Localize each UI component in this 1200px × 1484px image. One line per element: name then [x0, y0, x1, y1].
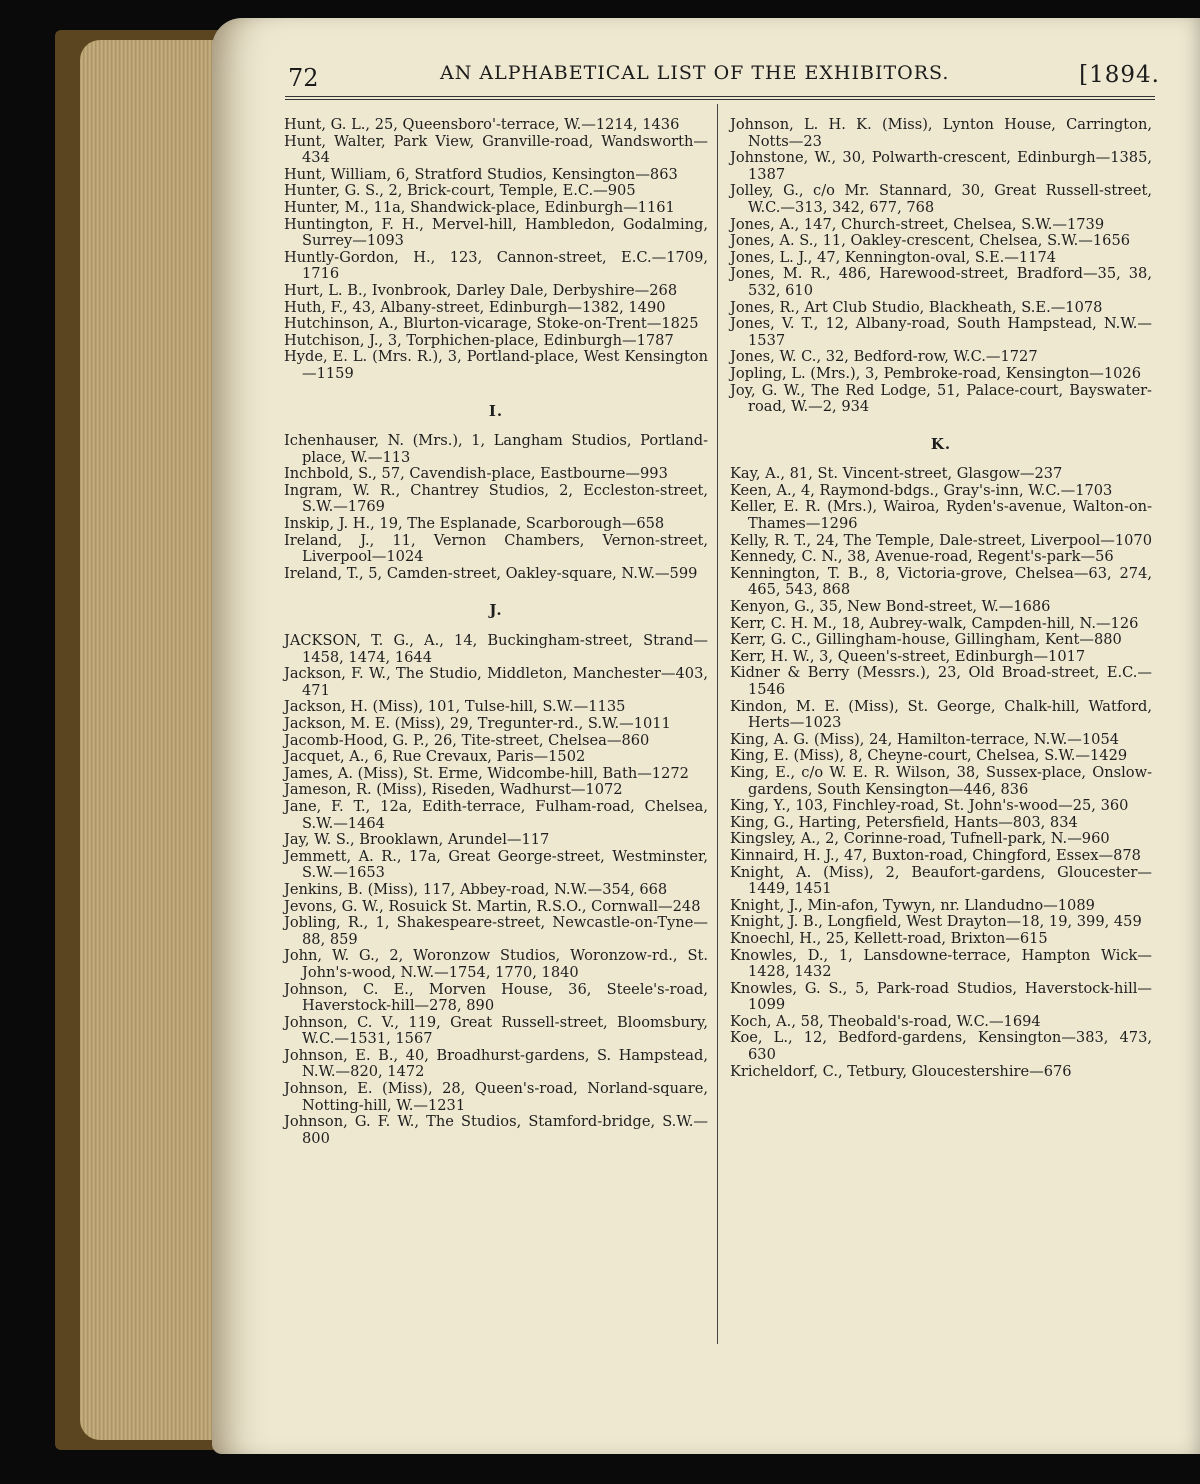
- exhibitor-entry: Inskip, J. H., 19, The Esplanade, Scarborough—658: [284, 515, 665, 533]
- exhibitor-entry: Jones, A., 147, Church-street, Chelsea, S.W.—1739: [730, 215, 1105, 233]
- page-edges: [80, 40, 230, 1440]
- exhibitor-entry: Knight, J., Min-afon, Tywyn, nr. Llandudno—1089: [730, 896, 1095, 914]
- exhibitor-entry: Jay, W. S., Brooklawn, Arundel—117: [284, 831, 550, 849]
- exhibitor-entry: Kricheldorf, C., Tetbury, Gloucestershire—676: [730, 1062, 1072, 1080]
- exhibitor-entry: Knight, J. B., Longfield, West Drayton—18, 19, 399, 459: [730, 913, 1142, 931]
- exhibitor-entry: Jones, L. J., 47, Kennington-oval, S.E.—1174: [730, 248, 1057, 266]
- exhibitor-entry: King, A. G. (Miss), 24, Hamilton-terrace, N.W.—1054: [730, 730, 1120, 748]
- exhibitor-entry: Kenyon, G., 35, New Bond-street, W.—1686: [730, 598, 1051, 616]
- exhibitor-entry: Johnstone, W., 30, Polwarth-crescent, Edinburgh—1385, 1387: [730, 149, 1152, 183]
- exhibitor-entry: Johnson, G. F. W., The Studios, Stamford-bridge, S.W.—800: [284, 1113, 708, 1147]
- exhibitor-entry: Huntly-Gordon, H., 123, Cannon-street, E.C.—1709, 1716: [284, 248, 708, 283]
- exhibitor-entry: Huth, F., 43, Albany-street, Edinburgh—1382, 1490: [284, 298, 666, 316]
- exhibitor-entry: Ichenhauser, N. (Mrs.), 1, Langham Studios, Portland-place, W.—113: [284, 432, 708, 466]
- exhibitor-entry: Knoechl, H., 25, Kellett-road, Brixton—615: [730, 929, 1048, 947]
- exhibitor-entry: Hunt, William, 6, Stratford Studios, Kensington—863: [284, 165, 678, 183]
- exhibitor-entry: Inchbold, S., 57, Cavendish-place, Eastbourne—993: [284, 465, 668, 483]
- exhibitor-entry: Jones, V. T., 12, Albany-road, South Hampstead, N.W.—1537: [730, 315, 1152, 349]
- section-heading: I.: [488, 401, 504, 420]
- exhibitor-entry: Hurt, L. B., Ivonbrook, Darley Dale, Derbyshire—268: [284, 281, 678, 299]
- exhibitor-entry: Jackson, M. E. (Miss), 29, Tregunter-rd., S.W.—1011: [284, 715, 671, 732]
- exhibitor-entry: King, Y., 103, Finchley-road, St. John's-wood—25, 360: [730, 797, 1129, 815]
- exhibitor-entry: Keen, A., 4, Raymond-bdgs., Gray's-inn, W.C.—1703: [730, 481, 1113, 499]
- exhibitor-entry: Kinnaird, H. J., 47, Buxton-road, Chingford, Essex—878: [730, 846, 1141, 864]
- exhibitor-entry: Kidner & Berry (Messrs.), 23, Old Broad-street, E.C.—1546: [730, 664, 1152, 698]
- exhibitor-entry: Knowles, G. S., 5, Park-road Studios, Haverstock-hill—1099: [730, 979, 1152, 1014]
- exhibitor-entry: Hyde, E. L. (Mrs. R.), 3, Portland-place, West Kensington—1159: [284, 348, 708, 382]
- page-number: 72: [288, 64, 319, 92]
- exhibitor-entry: Jones, R., Art Club Studio, Blackheath, S.E.—1078: [730, 298, 1103, 316]
- exhibitor-entry: Ireland, J., 11, Vernon Chambers, Vernon-street, Liverpool—1024: [284, 531, 708, 566]
- exhibitor-entry: Jones, A. S., 11, Oakley-crescent, Chelsea, S.W.—1656: [730, 232, 1131, 250]
- exhibitor-entry: Huntington, F. H., Mervel-hill, Hambledon, Godalming, Surrey—1093: [284, 215, 708, 250]
- exhibitor-entry: Kennedy, C. N., 38, Avenue-road, Regent's-park—56: [730, 548, 1114, 566]
- exhibitor-entry: King, G., Harting, Petersfield, Hants—803, 834: [730, 813, 1078, 831]
- exhibitor-entry: Hunter, M., 11a, Shandwick-place, Edinburgh—1161: [284, 198, 675, 216]
- exhibitor-entry: Johnson, E. B., 40, Broadhurst-gardens, S. Hampstead, N.W.—820, 1472: [284, 1046, 708, 1081]
- exhibitor-entry: Joy, G. W., The Red Lodge, 51, Palace-court, Bayswater-road, W.—2, 934: [730, 381, 1152, 416]
- year-label: [1894.: [1079, 62, 1160, 88]
- exhibitor-entry: Kerr, C. H. M., 18, Aubrey-walk, Campden-hill, N.—126: [730, 614, 1139, 632]
- exhibitor-entry: James, A. (Miss), St. Erme, Widcombe-hill, Bath—1272: [284, 764, 689, 782]
- exhibitor-entry: Jones, W. C., 32, Bedford-row, W.C.—1727: [730, 348, 1038, 366]
- exhibitor-entry: Koch, A., 58, Theobald's-road, W.C.—1694: [730, 1012, 1041, 1030]
- exhibitor-entry: Johnson, C. V., 119, Great Russell-street, Bloomsbury, W.C.—1531, 1567: [284, 1013, 708, 1048]
- exhibitor-entry: Knowles, D., 1, Lansdowne-terrace, Hampton Wick—1428, 1432: [730, 946, 1152, 981]
- exhibitor-entry: Jameson, R. (Miss), Riseden, Wadhurst—1072: [284, 781, 623, 799]
- exhibitor-entry: Jacquet, A., 6, Rue Crevaux, Paris—1502: [284, 748, 586, 766]
- exhibitor-entry: King, E., c/o W. E. R. Wilson, 38, Sussex-place, Onslow-gardens, South Kensington—446, 836: [730, 763, 1152, 798]
- exhibitor-entry: Kindon, M. E. (Miss), St. George, Chalk-hill, Watford, Herts—1023: [730, 697, 1152, 732]
- exhibitor-entry: Jobling, R., 1, Shakespeare-street, Newcastle-on-Tyne—88, 859: [284, 914, 708, 948]
- exhibitor-entry: Jones, M. R., 486, Harewood-street, Bradford—35, 38, 532, 610: [730, 265, 1152, 299]
- exhibitor-entry: Johnson, C. E., Morven House, 36, Steele's-road, Haverstock-hill—278, 890: [284, 980, 708, 1015]
- section-heading: K.: [930, 434, 952, 453]
- exhibitor-entry: Jackson, H. (Miss), 101, Tulse-hill, S.W.—1135: [284, 698, 626, 716]
- exhibitor-entry: Ireland, T., 5, Camden-street, Oakley-square, N.W.—599: [284, 564, 698, 582]
- exhibitor-entry: Ingram, W. R., Chantrey Studios, 2, Eccleston-street, S.W.—1769: [284, 481, 708, 516]
- exhibitor-entry: Kennington, T. B., 8, Victoria-grove, Chelsea—63, 274, 465, 543, 868: [730, 564, 1152, 599]
- exhibitor-entry: Koe, L., 12, Bedford-gardens, Kensington—383, 473, 630: [730, 1029, 1152, 1064]
- exhibitor-entry: JACKSON, T. G., A., 14, Buckingham-street, Strand—1458, 1474, 1644: [284, 632, 708, 666]
- exhibitor-entry: Hutchison, J., 3, Torphichen-place, Edinburgh—1787: [284, 331, 674, 349]
- exhibitor-entry: Johnson, E. (Miss), 28, Queen's-road, Norland-square, Notting-hill, W.—1231: [284, 1080, 708, 1114]
- section-heading: J.: [489, 601, 503, 620]
- exhibitor-entry: Jane, F. T., 12a, Edith-terrace, Fulham-road, Chelsea, S.W.—1464: [284, 797, 708, 832]
- exhibitor-entry: Knight, A. (Miss), 2, Beaufort-gardens, Gloucester—1449, 1451: [730, 863, 1152, 898]
- left-column: [284, 117, 708, 1147]
- exhibitor-entry: Hunt, G. L., 25, Queensboro'-terrace, W.—1214, 1436: [284, 116, 680, 133]
- exhibitor-entry: Hunt, Walter, Park View, Granville-road, Wandsworth—434: [284, 132, 708, 167]
- exhibitor-entry: Kerr, G. C., Gillingham-house, Gillingham, Kent—880: [730, 631, 1122, 649]
- exhibitor-entry: Jemmett, A. R., 17a, Great George-street, Westminster, S.W.—1653: [284, 847, 708, 882]
- exhibitor-entry: Kay, A., 81, St. Vincent-street, Glasgow—237: [730, 465, 1063, 483]
- exhibitor-entry: King, E. (Miss), 8, Cheyne-court, Chelsea, S.W.—1429: [730, 747, 1128, 765]
- exhibitor-entry: Johnson, L. H. K. (Miss), Lynton House, Carrington, Notts—23: [730, 116, 1152, 150]
- right-column: [730, 117, 1152, 1080]
- exhibitor-entry: Kerr, H. W., 3, Queen's-street, Edinburgh—1017: [730, 647, 1086, 665]
- exhibitor-entry: Jolley, G., c/o Mr. Stannard, 30, Great Russell-street, W.C.—313, 342, 677, 768: [730, 182, 1152, 216]
- exhibitor-entry: Kelly, R. T., 24, The Temple, Dale-street, Liverpool—1070: [730, 531, 1153, 549]
- exhibitor-entry: Kingsley, A., 2, Corinne-road, Tufnell-park, N.—960: [730, 830, 1110, 848]
- exhibitor-entry: Jenkins, B. (Miss), 117, Abbey-road, N.W.—354, 668: [284, 880, 668, 898]
- exhibitor-entry: Hutchinson, A., Blurton-vicarage, Stoke-on-Trent—1825: [284, 315, 699, 333]
- exhibitor-entry: Keller, E. R. (Mrs.), Wairoa, Ryden's-avenue, Walton-on-Thames—1296: [730, 498, 1152, 533]
- exhibitor-entry: John, W. G., 2, Woronzow Studios, Woronzow-rd., St. John's-wood, N.W.—1754, 1770, 1840: [284, 947, 708, 981]
- exhibitor-entry: Jevons, G. W., Rosuick St. Martin, R.S.O., Cornwall—248: [284, 897, 701, 915]
- exhibitor-entry: Jopling, L. (Mrs.), 3, Pembroke-road, Kensington—1026: [730, 364, 1142, 382]
- exhibitor-entry: Jackson, F. W., The Studio, Middleton, Manchester—403, 471: [284, 665, 708, 699]
- column-divider: [717, 104, 718, 1344]
- exhibitor-entry: Jacomb-Hood, G. P., 26, Tite-street, Chelsea—860: [284, 731, 650, 749]
- page-header: [280, 60, 1160, 100]
- exhibitor-entry: Hunter, G. S., 2, Brick-court, Temple, E.C.—905: [284, 182, 636, 200]
- running-title: AN ALPHABETICAL LIST OF THE EXHIBITORS.: [440, 62, 950, 84]
- header-rule: [285, 96, 1155, 100]
